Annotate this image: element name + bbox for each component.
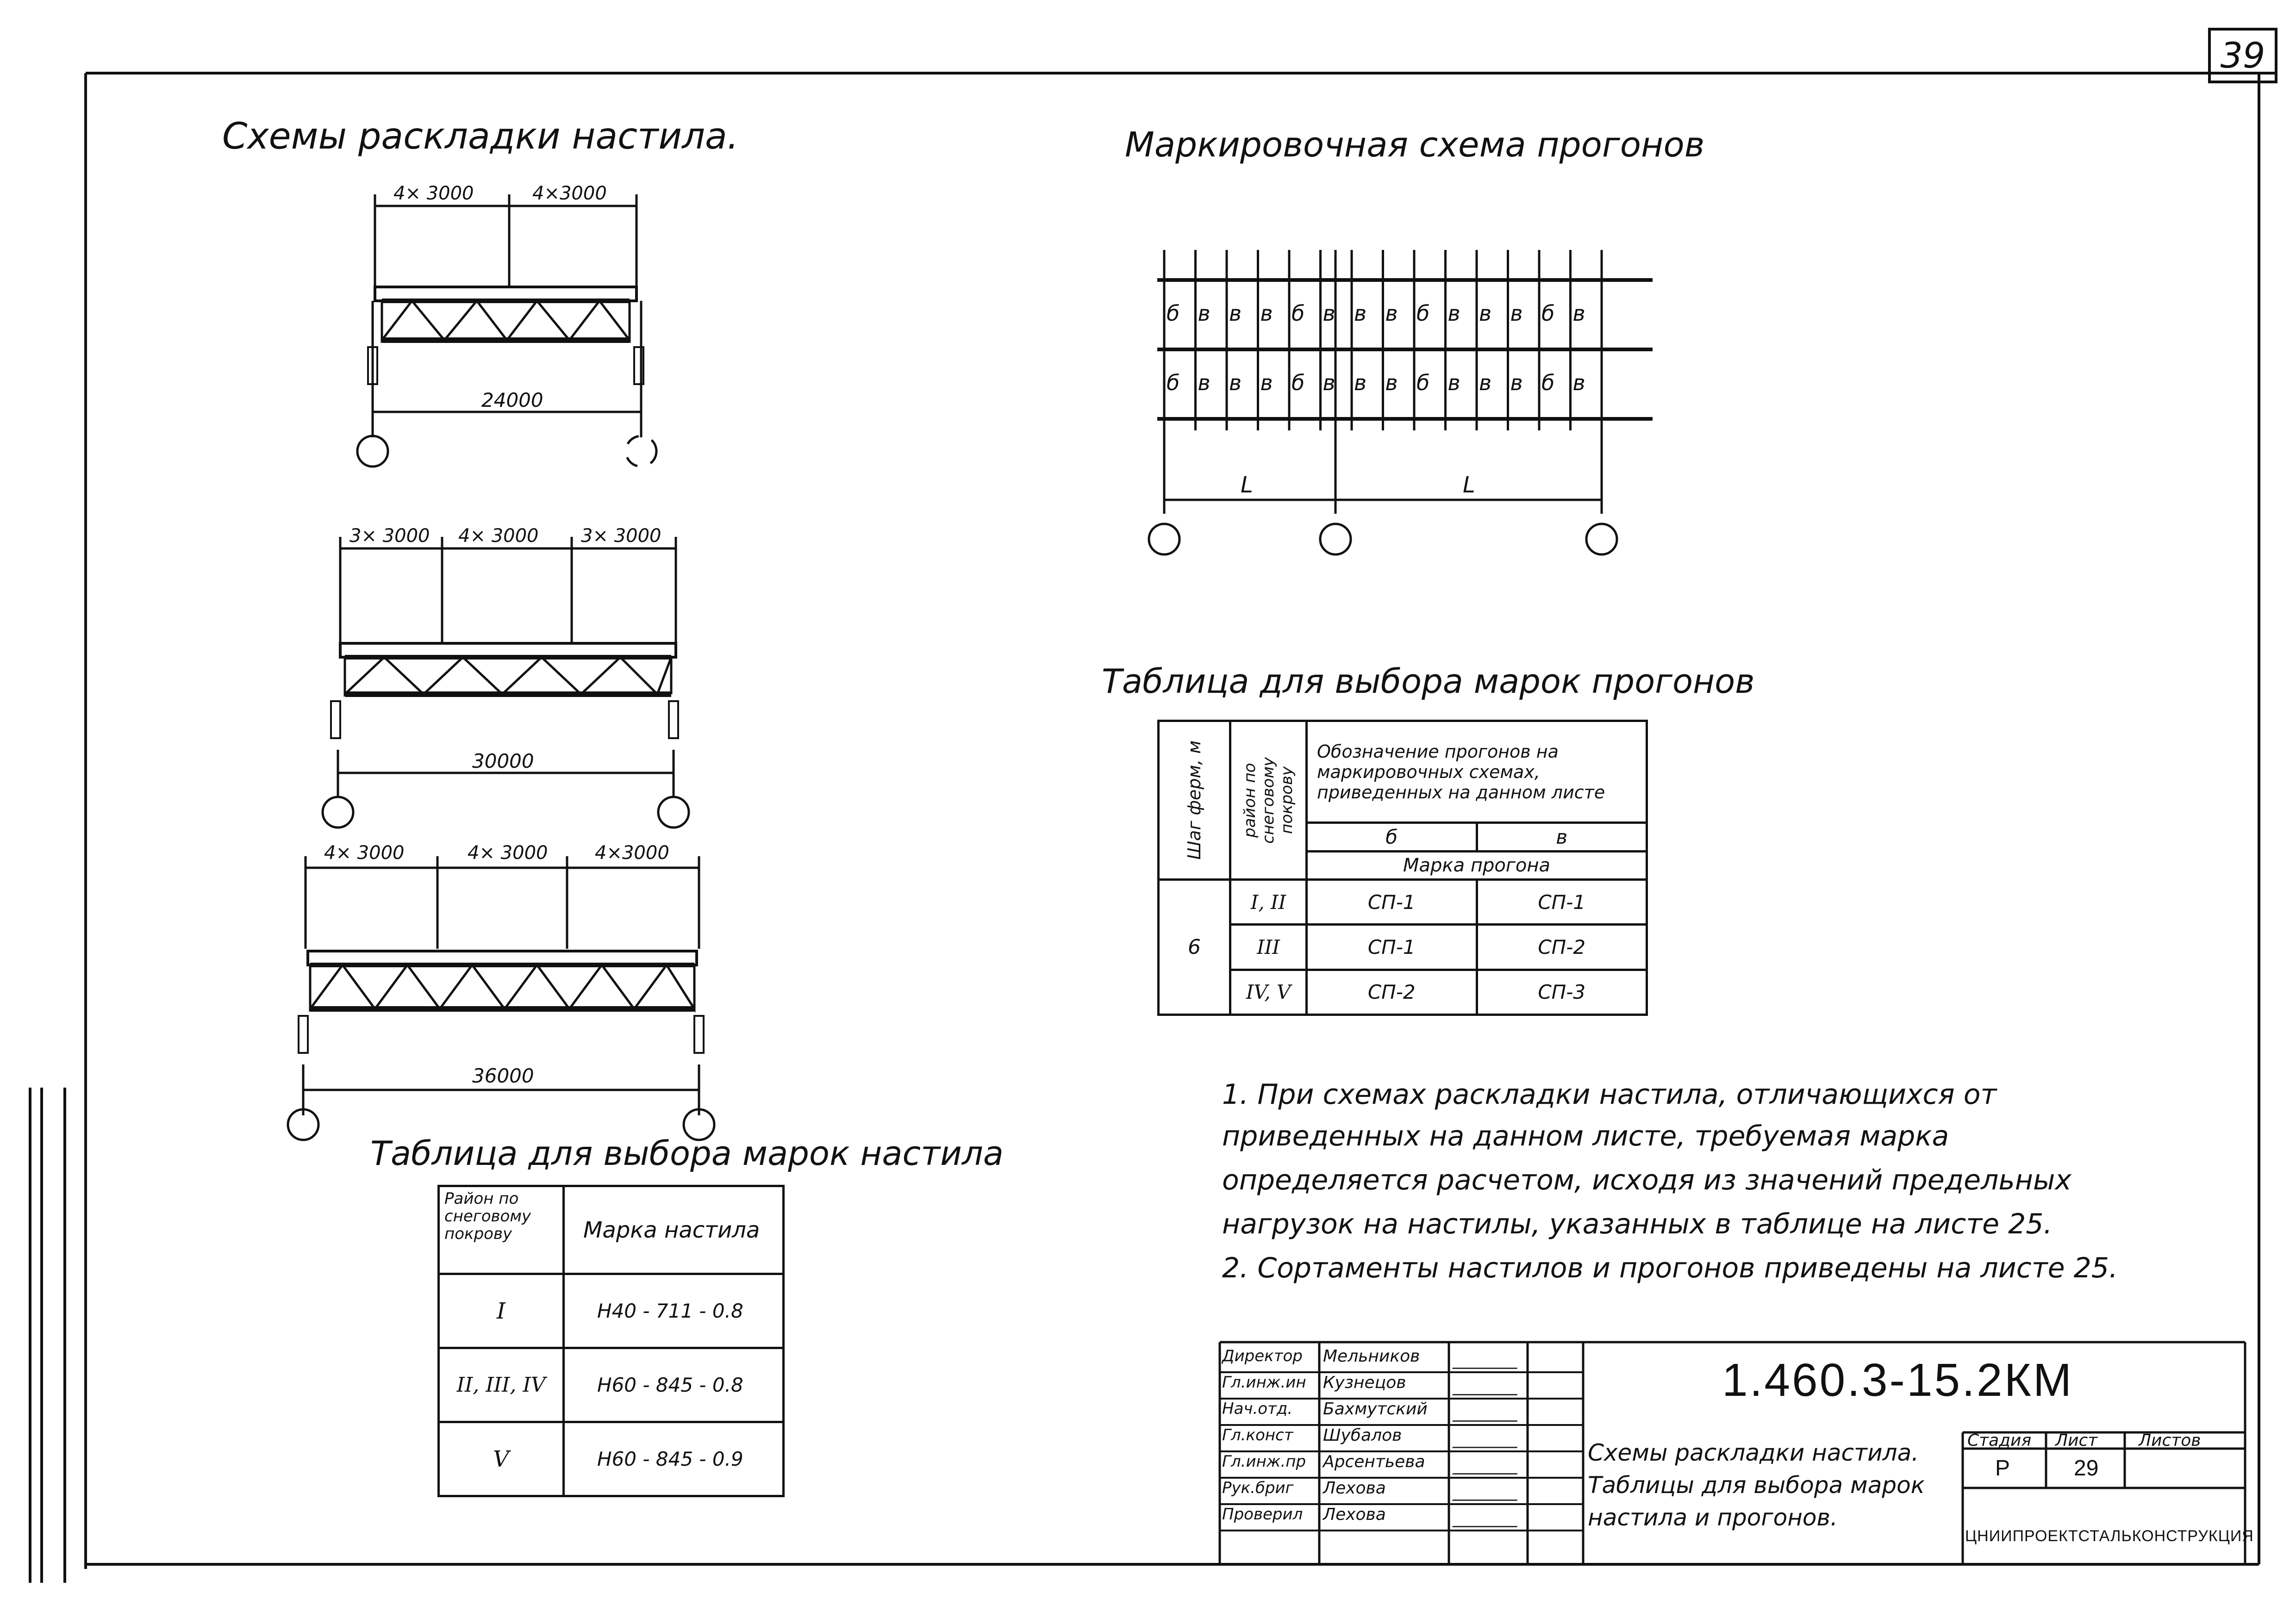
staff-role: Гл.инж.ин bbox=[1222, 1373, 1306, 1392]
signature bbox=[1452, 1349, 1524, 1369]
purlin-mark: б bbox=[1167, 370, 1180, 395]
purlin-mark: в bbox=[1354, 301, 1367, 326]
deck-mark-cell: Н60 - 845 - 0.9 bbox=[564, 1422, 784, 1496]
mark-b-cell: СП-1 bbox=[1307, 925, 1477, 970]
page-number: 39 bbox=[2208, 28, 2277, 83]
signature bbox=[1452, 1481, 1524, 1501]
purlin-ticks bbox=[1164, 250, 1602, 430]
region-cell: I, II bbox=[1230, 880, 1307, 925]
signature bbox=[1452, 1507, 1524, 1527]
purlin-mark: в bbox=[1510, 301, 1523, 326]
mark-b-cell: СП-1 bbox=[1307, 880, 1477, 925]
span-label-2: L bbox=[1463, 472, 1475, 498]
col-v: в bbox=[1477, 823, 1647, 851]
col-truss-step: Шаг ферм, м bbox=[1184, 740, 1204, 860]
deck-scheme-30000 bbox=[323, 537, 689, 828]
purlin-mark: в bbox=[1447, 370, 1460, 395]
sheet-label: Лист bbox=[2055, 1431, 2098, 1450]
region-cell: II, III, IV bbox=[439, 1348, 564, 1422]
staff-name: Лехова bbox=[1323, 1479, 1386, 1498]
stage-label: Стадия bbox=[1967, 1431, 2032, 1450]
purlin-mark: в bbox=[1479, 301, 1492, 326]
scheme2-seg3: 3× 3000 bbox=[581, 525, 661, 547]
purlin-mark: б bbox=[1167, 301, 1180, 326]
signature bbox=[1452, 1455, 1524, 1475]
staff-role: Нач.отд. bbox=[1222, 1400, 1293, 1418]
col-region: Район по снеговому покрову bbox=[439, 1186, 564, 1274]
region-cell: III bbox=[1230, 925, 1307, 970]
signature bbox=[1452, 1375, 1524, 1395]
scheme3-span: 36000 bbox=[472, 1064, 534, 1087]
purlin-mark: б bbox=[1416, 370, 1430, 395]
purlin-mark: б bbox=[1292, 370, 1305, 395]
purlin-mark: б bbox=[1292, 301, 1305, 326]
scheme2-seg1: 3× 3000 bbox=[349, 525, 430, 547]
region-cell: I bbox=[439, 1274, 564, 1348]
purlin-table-title: Таблица для выбора марок прогонов bbox=[1102, 662, 1755, 701]
staff-name: Арсентьева bbox=[1323, 1452, 1425, 1471]
staff-name: Кузнецов bbox=[1323, 1373, 1406, 1392]
purlin-mark: б bbox=[1541, 370, 1555, 395]
scheme3-seg2: 4× 3000 bbox=[468, 842, 548, 864]
staff-role: Проверил bbox=[1222, 1505, 1303, 1524]
staff-role: Гл.конст bbox=[1222, 1426, 1293, 1444]
mark-v-cell: СП-3 bbox=[1477, 970, 1647, 1014]
purlin-mark: в bbox=[1572, 301, 1585, 326]
signature bbox=[1452, 1402, 1524, 1422]
scheme3-seg3: 4×3000 bbox=[595, 842, 669, 864]
purlin-marking-title: Маркировочная схема прогонов bbox=[1125, 125, 1705, 165]
deck-table-title: Таблица для выбора марок настила bbox=[370, 1134, 1004, 1173]
deck-layout-title: Схемы раскладки настила. bbox=[222, 116, 739, 157]
sheet-value: 29 bbox=[2074, 1456, 2099, 1481]
sheets-label: Листов bbox=[2139, 1431, 2201, 1450]
signature bbox=[1452, 1428, 1524, 1448]
region-cell: V bbox=[439, 1422, 564, 1496]
staff-name: Шубалов bbox=[1323, 1426, 1402, 1445]
scheme1-seg2: 4×3000 bbox=[532, 183, 607, 204]
drawing-code: 1.460.3-15.2КМ bbox=[1722, 1354, 2074, 1406]
mark-v-cell: СП-1 bbox=[1477, 880, 1647, 925]
sheet-title-2: Таблицы для выбора марок bbox=[1588, 1472, 1925, 1499]
col-b: б bbox=[1307, 823, 1477, 851]
purlin-mark: в bbox=[1323, 301, 1335, 326]
deck-mark-cell: Н60 - 845 - 0.8 bbox=[564, 1348, 784, 1422]
staff-name: Бахмутский bbox=[1323, 1400, 1428, 1419]
mark-b-cell: СП-2 bbox=[1307, 970, 1477, 1014]
step-value: 6 bbox=[1159, 880, 1230, 1015]
mark-v-cell: СП-2 bbox=[1477, 925, 1647, 970]
note-line-1: 1. При схемах раскладки настила, отличающихся от bbox=[1222, 1078, 1997, 1111]
purlin-mark: в bbox=[1510, 370, 1523, 395]
scheme2-seg2: 4× 3000 bbox=[458, 525, 539, 547]
scheme1-seg1: 4× 3000 bbox=[393, 183, 474, 204]
scheme3-seg1: 4× 3000 bbox=[324, 842, 405, 864]
deck-table bbox=[437, 1185, 785, 1497]
purlin-mark: в bbox=[1354, 370, 1367, 395]
note-line-2: приведенных на данном листе, требуемая марка bbox=[1222, 1120, 1949, 1152]
staff-role: Директор bbox=[1222, 1347, 1303, 1365]
purlin-mark: в bbox=[1198, 370, 1210, 395]
col-snow-region: район по снеговому покрову bbox=[1241, 757, 1296, 844]
col-designation: Обозначение прогонов на маркировочных схемах, приведенных на данном листе bbox=[1307, 721, 1647, 823]
purlin-mark: б bbox=[1416, 301, 1430, 326]
span-label-1: L bbox=[1241, 472, 1253, 498]
purlin-mark: в bbox=[1385, 301, 1398, 326]
col-mark: Марка прогона bbox=[1307, 851, 1647, 879]
deck-mark-cell: Н40 - 711 - 0.8 bbox=[564, 1274, 784, 1348]
purlin-mark: в bbox=[1479, 370, 1492, 395]
deck-scheme-24000 bbox=[357, 194, 656, 467]
staff-name: Мельников bbox=[1323, 1347, 1420, 1366]
purlin-mark: в bbox=[1229, 370, 1242, 395]
purlin-mark: в bbox=[1385, 370, 1398, 395]
purlin-mark: в bbox=[1447, 301, 1460, 326]
purlin-table bbox=[1157, 720, 1648, 1016]
note-line-5: 2. Сортаменты настилов и прогонов приведены на листе 25. bbox=[1222, 1252, 2118, 1284]
note-line-3: определяется расчетом, исходя из значений предельных bbox=[1222, 1164, 2071, 1196]
stage-value: Р bbox=[1995, 1456, 2010, 1481]
sheet-title-1: Схемы раскладки настила. bbox=[1588, 1439, 1919, 1466]
purlin-mark: в bbox=[1260, 301, 1273, 326]
scheme2-span: 30000 bbox=[472, 750, 534, 772]
staff-role: Гл.инж.пр bbox=[1222, 1452, 1306, 1471]
purlin-mark: в bbox=[1229, 301, 1242, 326]
purlin-marking-grid bbox=[1149, 250, 1653, 554]
note-line-4: нагрузок на настилы, указанных в таблице на листе 25. bbox=[1222, 1208, 2053, 1240]
region-cell: IV, V bbox=[1230, 970, 1307, 1014]
purlin-mark: б bbox=[1541, 301, 1555, 326]
scheme1-span: 24000 bbox=[481, 389, 543, 411]
organization: ЦНИИПРОЕКТСТАЛЬКОНСТРУКЦИЯ bbox=[1965, 1527, 2254, 1545]
staff-name: Лехова bbox=[1323, 1505, 1386, 1524]
col-mark: Марка настила bbox=[564, 1186, 784, 1274]
purlin-mark: в bbox=[1323, 370, 1335, 395]
sheet-title-3: настила и прогонов. bbox=[1588, 1504, 1838, 1531]
purlin-mark: в bbox=[1198, 301, 1210, 326]
staff-role: Рук.бриг bbox=[1222, 1479, 1294, 1497]
purlin-mark: в bbox=[1572, 370, 1585, 395]
purlin-mark: в bbox=[1260, 370, 1273, 395]
deck-scheme-36000 bbox=[288, 856, 714, 1140]
